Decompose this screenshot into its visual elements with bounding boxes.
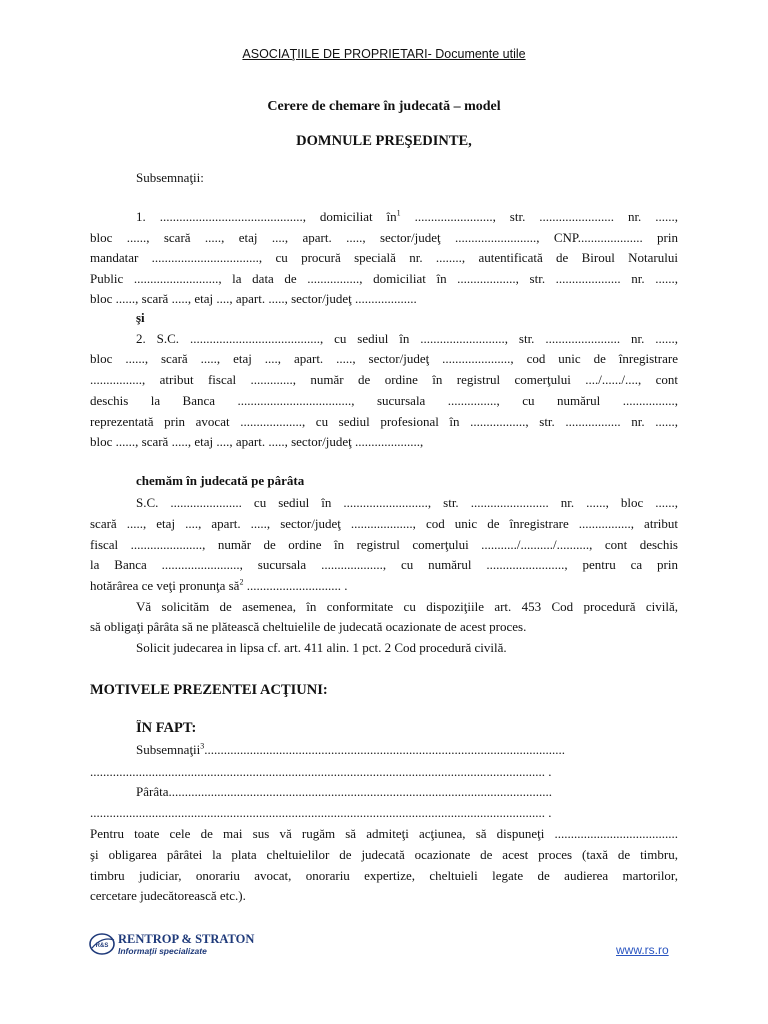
- request-line1: Vă solicităm de asemenea, în conformitate cu dispoziţiile art. 453 Cod procedură civilă,: [136, 599, 678, 614]
- defendant-line1: S.C. ...................... cu sediul în .........................., str. ........................ nr. ......, bloc ......,: [136, 495, 678, 510]
- chemam-heading: chemăm în judecată pe pârâta: [136, 473, 305, 488]
- party2-line4: deschis la Banca ..................................., sucursala ..............., cu numărul ................,: [90, 393, 678, 408]
- fapt-line2: ............................................................................................................................................ .: [90, 764, 552, 779]
- footnote-ref-3: 3: [200, 742, 205, 751]
- defendant-line4: la Banca ........................, sucursala ..................., cu numărul ........................, pentru ca prin: [90, 557, 678, 572]
- party2-line2: bloc ......, scară ....., etaj ...., apart. ....., sector/judeţ ....................., cod unic de înregistrare: [90, 351, 678, 366]
- footnote-ref-1: 1: [396, 209, 401, 218]
- party1-line4: Public .........................., la data de ................, domiciliat în .................., str. .................... nr. ......,: [90, 271, 678, 286]
- party1-line1: 1. ............................................, domiciliat $în^1$ ........................, str. ....................... nr. ......,: [136, 209, 678, 224]
- party2-line5: reprezentată prin avocat ..................., cu sediul profesional în ................., str. ................. nr. ......,: [90, 414, 678, 429]
- logo-mark-text: R&S: [95, 943, 109, 949]
- logo-name: RENTROP & STRATON: [118, 932, 255, 946]
- conjunction-si: şi: [136, 310, 145, 325]
- logo-tagline: Informaţii specializate: [118, 946, 207, 956]
- party1-line3: mandatar ................................., cu procură specială nr. ........, autentificată de Biroul Notarului: [90, 250, 678, 265]
- final-line2: şi obligarea pârâtei la plata cheltuielilor de judecată ocazionate de acest proces (taxă de timbru,: [90, 847, 678, 862]
- fapt-line4: ............................................................................................................................................ .: [90, 805, 552, 820]
- request-line2: să obligaţi pârâta să ne plătească cheltuielile de judecată ocazionate de acest proces.: [90, 619, 527, 634]
- party1-line5: bloc ......, scară ....., etaj ...., apart. ....., sector/judeţ ...................: [90, 291, 417, 306]
- party2-line6: bloc ......, scară ....., etaj ...., apart. ....., sector/judeţ ....................,: [90, 434, 424, 449]
- party1-line2: bloc ......, scară ....., etaj ...., apart. ....., sector/judeţ ........................., CNP.................... prin: [90, 230, 678, 245]
- final-line1: Pentru toate cele de mai sus vă rugăm să admiteţi acţiunea, să dispuneţi ......................................: [90, 826, 678, 841]
- document-title: Cerere de chemare în judecată – model: [267, 99, 501, 114]
- footnote-ref-2: 2: [239, 578, 244, 587]
- fapt-line1: Subsemnaţii$^3$...............................................................................................................: [136, 742, 566, 757]
- defendant-line5: hotărârea ce veţi pronunţa $să^2$ ............................. .: [90, 578, 348, 593]
- subsemnatii-label: Subsemnaţii:: [136, 170, 204, 185]
- salutation: DOMNULE PREŞEDINTE,: [296, 133, 472, 149]
- party2-line1: 2. S.C. ........................................, cu sediul în .........................., str. ....................... nr. ......,: [136, 331, 678, 346]
- final-line4: cercetare judecătorească etc.).: [90, 888, 246, 903]
- fapt-line3: Pârâta......................................................................................................................: [136, 784, 552, 799]
- defendant-line2: scară ....., etaj ...., apart. ....., sector/judeţ ..................., cod unic de înregistrare ................, atribut: [90, 516, 678, 531]
- in-fapt-heading: ÎN FAPT:: [136, 720, 197, 736]
- party2-line3: ................, atribut fiscal ............., număr de ordine în registrul comerţului ..../....../...., cont: [90, 372, 678, 387]
- final-line3: timbru judiciar, onorariu avocat, onorariu expertize, cheltuieli legate de audierea martorilor,: [90, 868, 678, 883]
- request-line3: Solicit judecarea in lipsa cf. art. 411 alin. 1 pct. 2 Cod procedură civilă.: [136, 640, 507, 655]
- motive-heading: MOTIVELE PREZENTEI ACŢIUNI:: [90, 682, 328, 698]
- website-link[interactable]: www.rs.ro: [616, 943, 669, 957]
- defendant-line3: fiscal ......................, număr de ordine în registrul comerţului .........../........../.........., cont deschis: [90, 537, 678, 552]
- page-header: ASOCIAŢIILE DE PROPRIETARI- Documente utile: [242, 47, 526, 61]
